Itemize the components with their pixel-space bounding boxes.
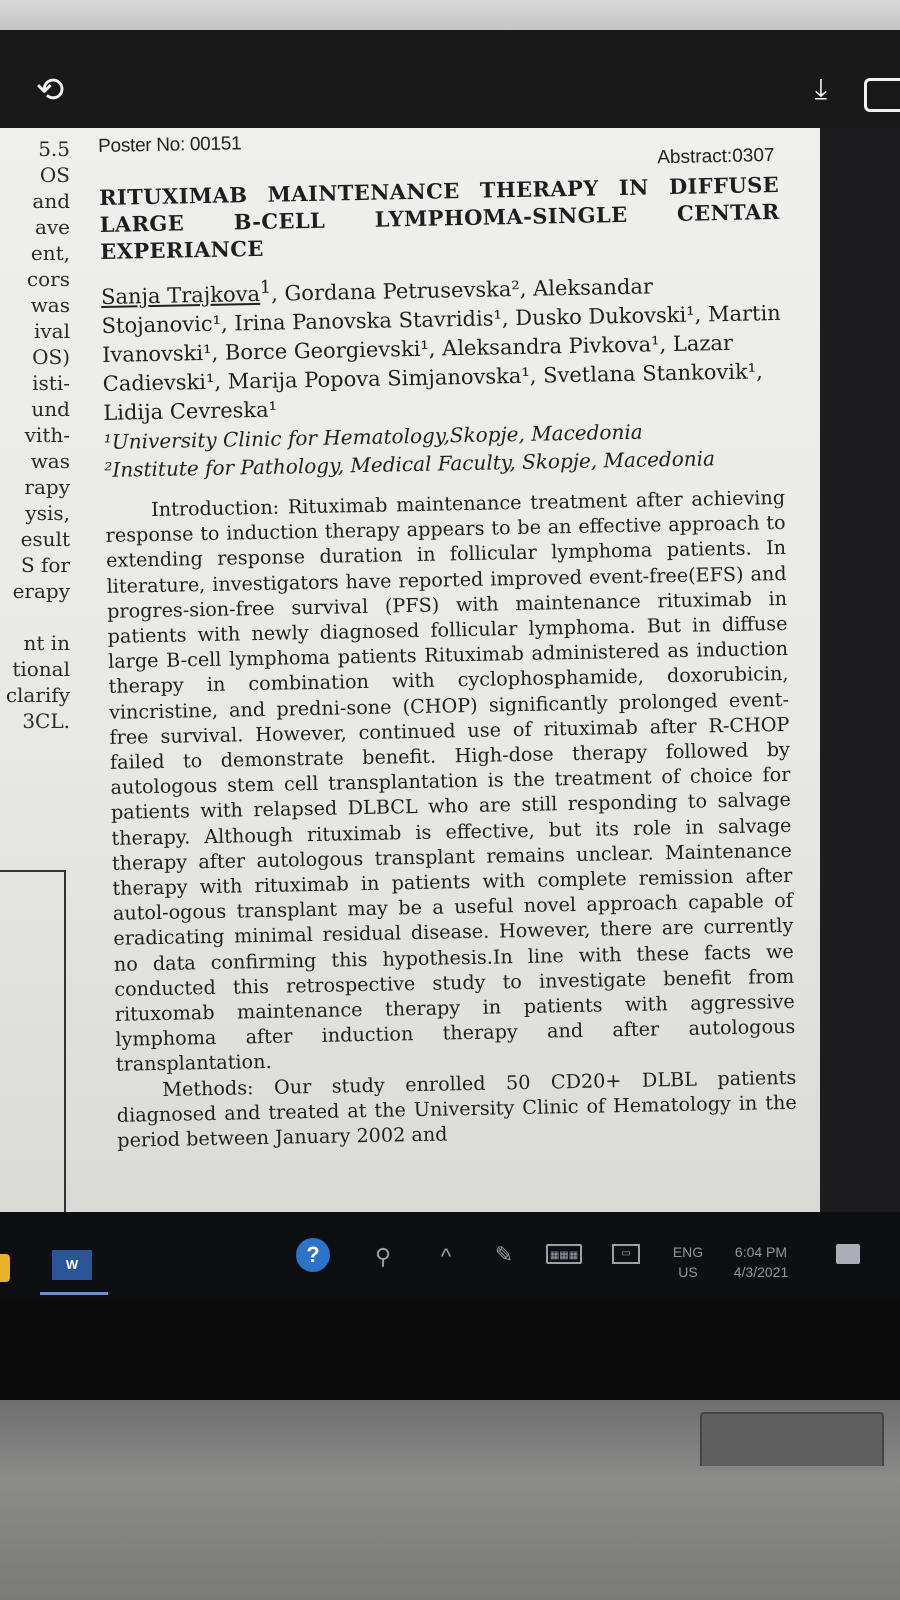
previous-column-line: ysis, [25, 501, 70, 525]
previous-column-line: rapy [24, 475, 70, 499]
keyboard-icon[interactable]: ▦▦▦ [546, 1244, 582, 1264]
affiliation-1: ¹University Clinic for Hematology,Skopje, Macedonia [103, 419, 643, 454]
abstract-title: RITUXIMAB MAINTENANCE THERAPY IN DIFFUSE LARGE B-CELL LYMPHOMA-SINGLE CENTAR EXPERIANCE [98, 171, 780, 264]
author-list [101, 264, 784, 428]
poster-number: Poster No: 00151 [98, 133, 242, 157]
previous-column-box [0, 870, 66, 1240]
region-code: US [678, 1264, 698, 1280]
abstract-number: Abstract:0307 [657, 145, 775, 169]
first-author-superscript: 1 [259, 277, 272, 298]
laptop-bezel [0, 1300, 900, 1410]
language-code: ENG [672, 1244, 704, 1260]
word-icon[interactable]: W [52, 1250, 92, 1280]
previous-column-line: clarify [5, 683, 70, 707]
abstract-body [105, 485, 797, 1153]
previous-column-line: OS) [32, 345, 70, 369]
previous-column-line [0, 604, 70, 630]
previous-column-line: tional [12, 657, 70, 681]
file-explorer-icon[interactable] [0, 1254, 10, 1282]
previous-column-line: ival [33, 319, 70, 343]
first-author: Sanja Trajkova [100, 281, 261, 309]
download-icon[interactable]: ⤓ [814, 73, 828, 104]
system-clock[interactable] [722, 1242, 800, 1282]
viewer-right-gutter [820, 128, 900, 1240]
previous-column-line: OS [39, 163, 70, 187]
rotate-icon[interactable]: ⟲ [35, 71, 65, 109]
methods-paragraph: Methods: Our study enrolled 50 CD20+ DLBL patients diagnosed and treated at the University Clinic of Hematology in the period between January 2002 and [116, 1065, 797, 1152]
previous-column-line: esult [20, 527, 70, 551]
previous-column-line: ave [34, 215, 70, 239]
active-app-indicator [40, 1292, 108, 1295]
clock-date: 4/3/2021 [733, 1264, 789, 1280]
other-authors: , Gordana Petrusevska², Aleksandar Stojanovic¹, Irina Panovska Stavridis¹, Dusko Dukovski¹, Martin Ivanovski¹, Borce Georgievski¹, Aleksandra Pivkova¹, Lazar Cadievski¹, Marija Popova Simjanovska¹, Svetlana Stankovik¹, Lidija Cevreska¹ [101, 274, 781, 425]
chevron-up-icon[interactable]: ^ [440, 1244, 452, 1269]
pdf-viewer-toolbar [0, 30, 900, 130]
previous-column-line: S for [20, 553, 70, 577]
previous-column-text [0, 136, 70, 734]
previous-column-line: ent, [30, 241, 70, 265]
previous-column-line: was [30, 449, 70, 473]
print-icon[interactable] [864, 78, 900, 112]
previous-column-line: isti- [32, 371, 70, 395]
previous-column-line: erapy [12, 579, 70, 603]
previous-column-line: 5.5 [38, 137, 70, 161]
previous-column-line: was [30, 293, 70, 317]
previous-column-line: 3CL. [22, 709, 70, 733]
clock-time: 6:04 PM [734, 1244, 788, 1260]
pdf-page [0, 128, 820, 1240]
people-icon[interactable]: ⚲ [374, 1244, 392, 1269]
notification-icon[interactable] [836, 1244, 860, 1264]
previous-column-line: nt in [23, 631, 70, 655]
introduction-paragraph: Introduction: Rituximab maintenance treatment after achieving response to induction therapy appears to be an effective approach to extending response duration in follicular lymphoma patients. In literature, investigators have reported improved event-free(EFS) and progres-sion-free survival (PFS) with maintenance rituximab in patients with newly diagnosed follicular lymphoma. But in diffuse large B-cell lymphoma patients Rituximab administered as induction therapy in combination with cyclophosphamide, doxorubicin, vincristine, and predni-sone (CHOP) significantly prolonged event-free survival. However, continued use of rituximab after R-CHOP failed to demonstrate benefit. High-dose therapy followed by autologous stem cell transplantation is the treatment of choice for patients with relapsed DLBCL who are still responding to salvage therapy. Although rituximab is effective, but its role in salvage therapy after autologous transplant remains unclear. Maintenance therapy with rituximab in patients with complete remission after autol-ogous transplant may be a useful novel approach capable of eradicating minimal residual disease. However, there are currently no data confirming this hypothesis.In line with these facts we conducted this retrospective study to investigate benefit from rituxomab maintenance therapy in patients with aggressive lymphoma after induction therapy and after autologous transplantation. [105, 485, 796, 1077]
previous-column-line: und [31, 397, 70, 421]
previous-column-line: vith- [24, 423, 70, 447]
help-icon[interactable]: ? [296, 1238, 330, 1272]
laptop-hinge [700, 1412, 884, 1466]
previous-column-line: and [32, 189, 70, 213]
display-icon[interactable]: ▭ [612, 1244, 640, 1264]
pen-icon[interactable]: ✎ [494, 1242, 514, 1267]
affiliation-2: ²Institute for Pathology, Medical Faculty, Skopje, Macedonia [104, 446, 716, 482]
abstract-content [98, 128, 797, 1153]
previous-column-line: cors [26, 267, 70, 291]
language-indicator[interactable] [668, 1242, 708, 1282]
